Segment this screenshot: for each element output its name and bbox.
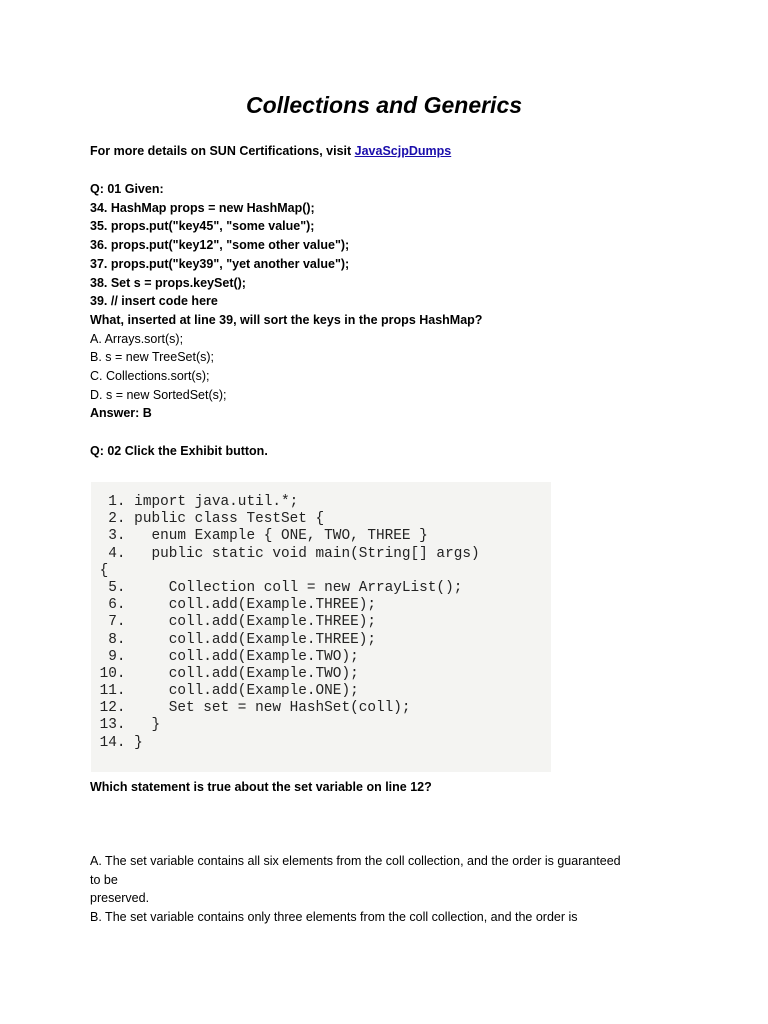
exhibit-line: { xyxy=(91,562,109,579)
page-title: Collections and Generics xyxy=(245,92,523,118)
code-line: 38. Set s = props.keySet(); xyxy=(90,275,246,290)
intro-text: For more details on SUN Certifications, visit xyxy=(90,144,355,158)
exhibit-line: 10. coll.add(Example.TWO); xyxy=(91,665,359,682)
intro-paragraph xyxy=(90,142,730,161)
question-2-options xyxy=(90,852,730,927)
exhibit-line: 2. public class TestSet { xyxy=(91,511,325,528)
code-line: 39. // insert code here xyxy=(90,294,218,309)
exhibit-line: 7. coll.add(Example.THREE); xyxy=(91,614,376,631)
exhibit-line: 9. coll.add(Example.TWO); xyxy=(91,648,359,665)
exhibit-line: 5. Collection coll = new ArrayList(); xyxy=(91,579,463,596)
answer-option-b: B. The set variable contains only three elements from the coll collection, and the order is xyxy=(90,910,578,925)
javascjpdumps-link[interactable]: JavaScjpDumps xyxy=(354,144,452,158)
exhibit-code-image xyxy=(91,482,551,772)
answer-key: Answer: B xyxy=(90,406,152,421)
exhibit-code xyxy=(91,494,480,752)
exhibit-line: 13. } xyxy=(91,717,161,734)
code-line: 35. props.put("key45", "some value"); xyxy=(90,219,315,234)
code-line: 34. HashMap props = new HashMap(); xyxy=(90,200,315,215)
question-2-text-block xyxy=(90,778,730,797)
answer-option: D. s = new SortedSet(s); xyxy=(90,387,227,402)
exhibit-line: 8. coll.add(Example.THREE); xyxy=(91,631,376,648)
answer-option-a-line: A. The set variable contains all six elements from the coll collection, and the order is guaranteed xyxy=(90,854,621,868)
answer-option-a-line: to be xyxy=(90,872,118,887)
exhibit-line: 12. Set set = new HashSet(coll); xyxy=(91,700,411,717)
code-line: 37. props.put("key39", "yet another value"); xyxy=(90,256,350,271)
exhibit-line: 3. enum Example { ONE, TWO, THREE } xyxy=(91,528,428,545)
question-2-text: Which statement is true about the set variable on line 12? xyxy=(90,780,432,794)
answer-option-a-line: preserved. xyxy=(90,891,150,906)
question-2-header-text: Q: 02 Click the Exhibit button. xyxy=(90,444,268,458)
question-1-header: Q: 01 Given: xyxy=(90,182,164,196)
question-1-text: What, inserted at line 39, will sort the keys in the props HashMap? xyxy=(90,312,483,327)
answer-option: C. Collections.sort(s); xyxy=(90,369,210,384)
exhibit-line: 14. } xyxy=(91,734,143,751)
answer-option: A. Arrays.sort(s); xyxy=(90,331,184,346)
exhibit-line: 1. import java.util.*; xyxy=(91,494,299,510)
exhibit-line: 11. coll.add(Example.ONE); xyxy=(91,683,359,700)
question-2-header xyxy=(90,442,730,461)
code-line: 36. props.put("key12", "some other value"); xyxy=(90,238,350,253)
answer-option: B. s = new TreeSet(s); xyxy=(90,350,215,365)
exhibit-line: 6. coll.add(Example.THREE); xyxy=(91,597,376,614)
question-1 xyxy=(90,180,730,423)
exhibit-line: 4. public static void main(String[] args) xyxy=(91,545,480,562)
